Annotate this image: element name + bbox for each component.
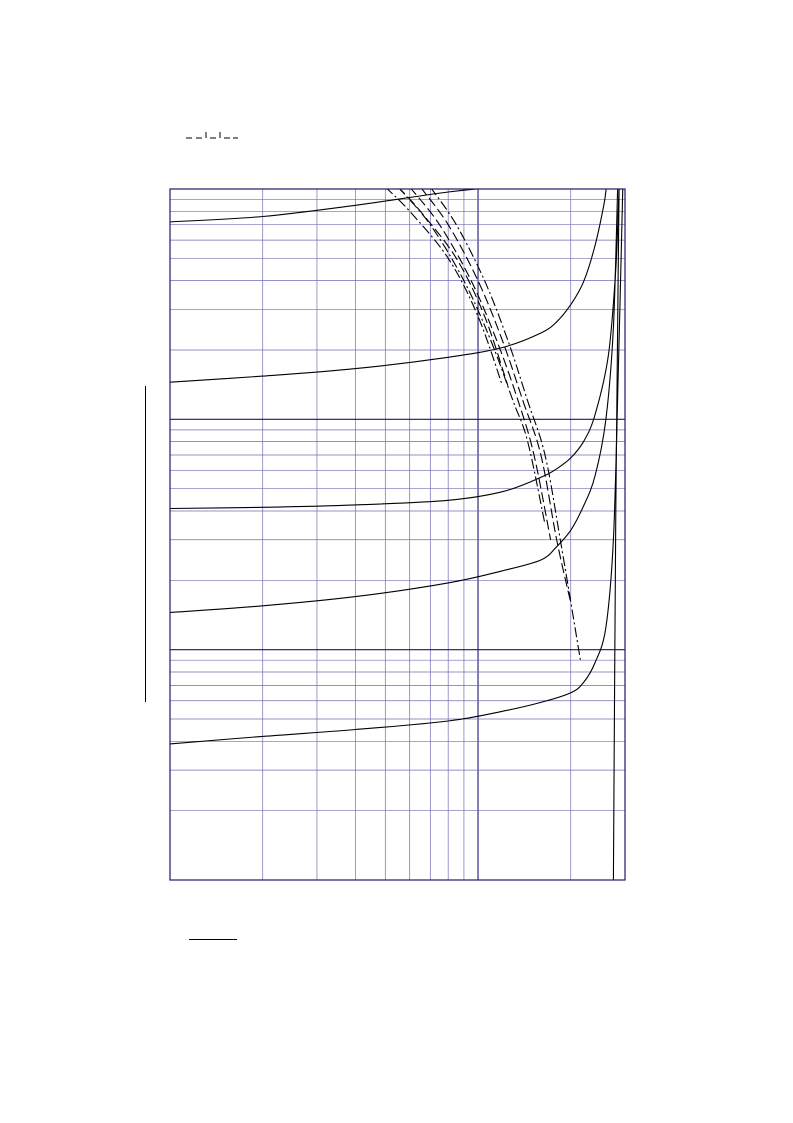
series-line-7 bbox=[420, 187, 570, 603]
chart-curves bbox=[170, 187, 623, 880]
chart-grid bbox=[170, 189, 625, 880]
series-line-12 bbox=[385, 187, 502, 386]
series-line-4 bbox=[170, 187, 618, 613]
footer-rule bbox=[189, 939, 237, 940]
series-line-1 bbox=[170, 187, 605, 222]
series-line-8 bbox=[430, 187, 580, 660]
series-line-3 bbox=[170, 187, 619, 509]
header-tick-marks bbox=[186, 131, 238, 139]
chart-frame bbox=[170, 189, 625, 880]
side-rule bbox=[145, 386, 146, 702]
series-line-10 bbox=[398, 187, 545, 524]
series-line-2 bbox=[170, 187, 606, 382]
